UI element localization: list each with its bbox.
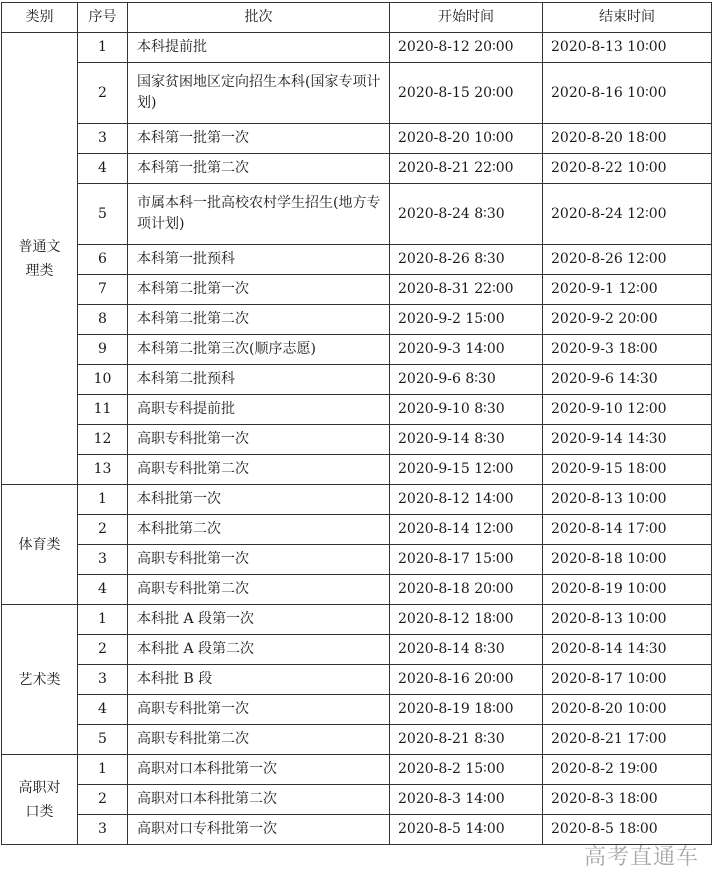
table-row	[2, 124, 712, 154]
end-time-cell: 2020-9-15 18∶00	[543, 455, 712, 485]
start-time-cell: 2020-8-21 22∶00	[390, 154, 543, 184]
table-row	[2, 605, 712, 635]
start-time-cell: 2020-9-2 15∶00	[390, 305, 543, 335]
end-time-cell: 2020-9-14 14∶30	[543, 425, 712, 455]
table-row	[2, 695, 712, 725]
start-time-cell: 2020-9-14 8∶30	[390, 425, 543, 455]
batch-name-cell: 本科第一批第一次	[128, 124, 390, 154]
header-category: 类别	[2, 3, 78, 33]
table-row	[2, 485, 712, 515]
seq-cell: 8	[78, 305, 128, 335]
table-row	[2, 335, 712, 365]
seq-cell: 4	[78, 695, 128, 725]
start-time-cell: 2020-8-14 8∶30	[390, 635, 543, 665]
end-time-cell: 2020-8-20 10∶00	[543, 695, 712, 725]
seq-cell: 12	[78, 425, 128, 455]
batch-name-cell: 国家贫困地区定向招生本科(国家专项计划)	[128, 63, 390, 124]
header-batch: 批次	[128, 3, 390, 33]
batch-name-cell: 本科第二批第二次	[128, 305, 390, 335]
end-time-cell: 2020-9-2 20∶00	[543, 305, 712, 335]
table-row	[2, 305, 712, 335]
start-time-cell: 2020-9-6 8∶30	[390, 365, 543, 395]
table-row	[2, 515, 712, 545]
end-time-cell: 2020-8-16 10∶00	[543, 63, 712, 124]
seq-cell: 11	[78, 395, 128, 425]
header-end: 结束时间	[543, 3, 712, 33]
end-time-cell: 2020-9-6 14∶30	[543, 365, 712, 395]
seq-cell: 7	[78, 275, 128, 305]
batch-name-cell: 高职专科批第一次	[128, 695, 390, 725]
batch-name-cell: 本科第一批预科	[128, 245, 390, 275]
batch-name-cell: 高职专科批第一次	[128, 545, 390, 575]
seq-cell: 4	[78, 575, 128, 605]
seq-cell: 5	[78, 725, 128, 755]
table-row	[2, 785, 712, 815]
schedule-table	[1, 2, 712, 845]
table-row	[2, 665, 712, 695]
end-time-cell: 2020-8-24 12∶00	[543, 184, 712, 245]
batch-name-cell: 高职专科批第一次	[128, 425, 390, 455]
batch-name-cell: 本科批 A 段第二次	[128, 635, 390, 665]
header-row	[2, 3, 712, 33]
table-row	[2, 395, 712, 425]
end-time-cell: 2020-8-2 19∶00	[543, 755, 712, 785]
start-time-cell: 2020-8-2 15∶00	[390, 755, 543, 785]
table-row	[2, 455, 712, 485]
start-time-cell: 2020-8-21 8∶30	[390, 725, 543, 755]
batch-name-cell: 市属本科一批高校农村学生招生(地方专项计划)	[128, 184, 390, 245]
batch-name-cell: 本科第二批预科	[128, 365, 390, 395]
batch-name-cell: 本科批 B 段	[128, 665, 390, 695]
start-time-cell: 2020-8-15 20∶00	[390, 63, 543, 124]
batch-name-cell: 高职对口本科批第一次	[128, 755, 390, 785]
batch-name-cell: 高职对口专科批第一次	[128, 815, 390, 845]
seq-cell: 5	[78, 184, 128, 245]
start-time-cell: 2020-9-15 12∶00	[390, 455, 543, 485]
batch-name-cell: 本科批 A 段第一次	[128, 605, 390, 635]
table-row	[2, 184, 712, 245]
category-cell: 体育类	[2, 485, 78, 605]
start-time-cell: 2020-8-5 14∶00	[390, 815, 543, 845]
category-cell: 高职对口类	[2, 755, 78, 845]
table-row	[2, 33, 712, 63]
start-time-cell: 2020-8-19 18∶00	[390, 695, 543, 725]
seq-cell: 2	[78, 63, 128, 124]
batch-name-cell: 高职专科批第二次	[128, 725, 390, 755]
seq-cell: 1	[78, 33, 128, 63]
batch-name-cell: 本科批第二次	[128, 515, 390, 545]
seq-cell: 4	[78, 154, 128, 184]
end-time-cell: 2020-8-18 10∶00	[543, 545, 712, 575]
start-time-cell: 2020-8-16 20∶00	[390, 665, 543, 695]
start-time-cell: 2020-9-3 14∶00	[390, 335, 543, 365]
end-time-cell: 2020-8-13 10∶00	[543, 485, 712, 515]
seq-cell: 3	[78, 815, 128, 845]
start-time-cell: 2020-8-3 14∶00	[390, 785, 543, 815]
table-row	[2, 575, 712, 605]
start-time-cell: 2020-8-18 20∶00	[390, 575, 543, 605]
header-seq: 序号	[78, 3, 128, 33]
seq-cell: 10	[78, 365, 128, 395]
table-row	[2, 275, 712, 305]
start-time-cell: 2020-8-24 8∶30	[390, 184, 543, 245]
end-time-cell: 2020-9-1 12∶00	[543, 275, 712, 305]
start-time-cell: 2020-8-14 12∶00	[390, 515, 543, 545]
start-time-cell: 2020-8-26 8∶30	[390, 245, 543, 275]
table-row	[2, 425, 712, 455]
seq-cell: 6	[78, 245, 128, 275]
table-row	[2, 755, 712, 785]
start-time-cell: 2020-8-17 15∶00	[390, 545, 543, 575]
end-time-cell: 2020-8-21 17∶00	[543, 725, 712, 755]
end-time-cell: 2020-8-26 12∶00	[543, 245, 712, 275]
table-row	[2, 63, 712, 124]
batch-name-cell: 本科批第一次	[128, 485, 390, 515]
start-time-cell: 2020-8-20 10∶00	[390, 124, 543, 154]
batch-name-cell: 本科第二批第一次	[128, 275, 390, 305]
category-cell: 普通文理类	[2, 33, 78, 485]
end-time-cell: 2020-8-14 14∶30	[543, 635, 712, 665]
seq-cell: 1	[78, 485, 128, 515]
table-row	[2, 245, 712, 275]
end-time-cell: 2020-8-13 10∶00	[543, 33, 712, 63]
end-time-cell: 2020-8-5 18∶00	[543, 815, 712, 845]
end-time-cell: 2020-8-17 10∶00	[543, 665, 712, 695]
watermark: 高考直通车	[583, 845, 699, 870]
seq-cell: 3	[78, 665, 128, 695]
table-row	[2, 725, 712, 755]
seq-cell: 9	[78, 335, 128, 365]
table-row	[2, 635, 712, 665]
start-time-cell: 2020-9-10 8∶30	[390, 395, 543, 425]
start-time-cell: 2020-8-12 14∶00	[390, 485, 543, 515]
seq-cell: 3	[78, 545, 128, 575]
end-time-cell: 2020-8-14 17∶00	[543, 515, 712, 545]
seq-cell: 1	[78, 755, 128, 785]
end-time-cell: 2020-9-10 12∶00	[543, 395, 712, 425]
seq-cell: 2	[78, 785, 128, 815]
category-cell: 艺术类	[2, 605, 78, 755]
start-time-cell: 2020-8-12 18∶00	[390, 605, 543, 635]
seq-cell: 13	[78, 455, 128, 485]
end-time-cell: 2020-8-20 18∶00	[543, 124, 712, 154]
start-time-cell: 2020-8-12 20∶00	[390, 33, 543, 63]
end-time-cell: 2020-8-3 18∶00	[543, 785, 712, 815]
batch-name-cell: 高职专科提前批	[128, 395, 390, 425]
table-row	[2, 154, 712, 184]
seq-cell: 2	[78, 515, 128, 545]
seq-cell: 1	[78, 605, 128, 635]
end-time-cell: 2020-8-22 10∶00	[543, 154, 712, 184]
seq-cell: 3	[78, 124, 128, 154]
end-time-cell: 2020-8-19 10∶00	[543, 575, 712, 605]
table-body	[2, 33, 712, 845]
batch-name-cell: 高职对口本科批第二次	[128, 785, 390, 815]
table-row	[2, 545, 712, 575]
table-row	[2, 365, 712, 395]
start-time-cell: 2020-8-31 22∶00	[390, 275, 543, 305]
header-start: 开始时间	[390, 3, 543, 33]
batch-name-cell: 本科提前批	[128, 33, 390, 63]
seq-cell: 2	[78, 635, 128, 665]
end-time-cell: 2020-9-3 18∶00	[543, 335, 712, 365]
end-time-cell: 2020-8-13 10∶00	[543, 605, 712, 635]
batch-name-cell: 本科第一批第二次	[128, 154, 390, 184]
batch-name-cell: 高职专科批第二次	[128, 575, 390, 605]
batch-name-cell: 高职专科批第二次	[128, 455, 390, 485]
batch-name-cell: 本科第二批第三次(顺序志愿)	[128, 335, 390, 365]
